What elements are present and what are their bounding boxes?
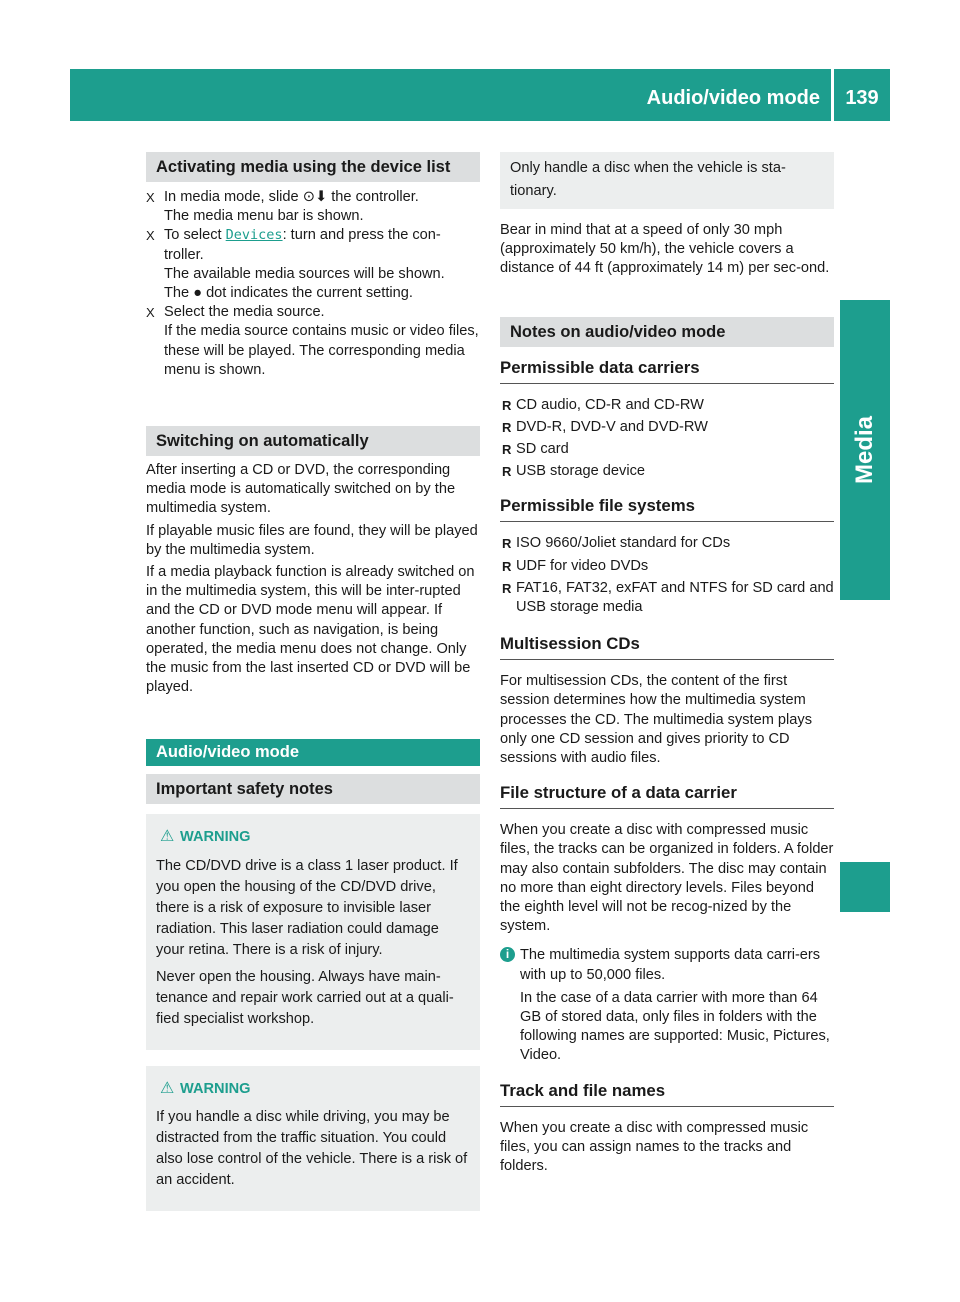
section-heading-safety-notes: Important safety notes bbox=[146, 774, 480, 804]
step-2-result-1: The available media sources will be shown. bbox=[164, 265, 445, 282]
step-3 bbox=[146, 303, 480, 380]
header-divider bbox=[831, 69, 834, 121]
step-1-text-b: the controller. bbox=[327, 189, 419, 205]
warning-housing-text: Never open the housing. Always have main-tenance and repair work carried out at a quali-fied specialist workshop. bbox=[156, 968, 454, 1027]
warning-triangle-icon: ⚠ bbox=[160, 828, 175, 846]
list-item bbox=[500, 557, 834, 576]
bullet-icon: R bbox=[502, 536, 512, 552]
list-item bbox=[500, 396, 834, 415]
heading-file-structure: File structure of a data carrier bbox=[500, 782, 834, 809]
warning-heading bbox=[156, 828, 470, 847]
info-note bbox=[500, 946, 834, 1065]
list-item bbox=[500, 579, 834, 617]
list-item-text: SD card bbox=[516, 441, 569, 458]
step-1-text-a: In media mode, slide bbox=[164, 189, 303, 205]
devices-menu-item: Devices bbox=[225, 227, 283, 244]
heading-file-systems: Permissible file systems bbox=[500, 495, 834, 522]
stationary-note-box bbox=[500, 152, 834, 209]
step-1 bbox=[146, 188, 480, 226]
bullet-icon: R bbox=[502, 419, 512, 435]
info-note-text-1: The multimedia system supports data carri-ers with up to 50,000 files. bbox=[520, 947, 821, 983]
side-tab-label: Media bbox=[851, 416, 878, 485]
stationary-note-text: Only handle a disc when the vehicle is sta-tionary. bbox=[510, 160, 786, 199]
controller-slide-icon: ⊙⬇ bbox=[302, 189, 328, 205]
bullet-icon: R bbox=[502, 442, 512, 458]
list-item-text: UDF for video DVDs bbox=[516, 557, 649, 574]
section-heading-switching-on: Switching on automatically bbox=[146, 426, 480, 456]
warning-driving-text: If you handle a disc while driving, you may be distracted from the traffic situation. You could also lose control of the vehicle. There is a risk of an accident. bbox=[156, 1108, 468, 1188]
step-3-result: If the media source contains music or video files, these will be played. The corresponding media menu is shown. bbox=[164, 323, 479, 378]
info-icon: i bbox=[500, 947, 515, 962]
warning-heading bbox=[156, 1080, 470, 1099]
step-marker-icon: X bbox=[146, 305, 155, 321]
step-2 bbox=[146, 226, 480, 303]
step-2-result-2: The ● dot indicates the current setting. bbox=[164, 285, 413, 302]
right-column bbox=[500, 152, 834, 1176]
list-item-text: USB storage device bbox=[516, 463, 645, 480]
side-tab-marker bbox=[840, 862, 890, 912]
list-item-text: ISO 9660/Joliet standard for CDs bbox=[516, 535, 731, 552]
page-number: 139 bbox=[845, 87, 879, 109]
bullet-icon: R bbox=[502, 397, 512, 413]
bullet-icon: R bbox=[502, 558, 512, 574]
list-item-text: CD audio, CD-R and CD-RW bbox=[516, 396, 704, 413]
multisession-paragraph: For multisession CDs, the content of the first session determines how the multimedia system processes the CD. The multimedia system plays only one CD session and gives priority to CD sessions with audio files. bbox=[500, 673, 812, 767]
bullet-icon: R bbox=[502, 580, 512, 596]
step-marker-icon: X bbox=[146, 190, 155, 205]
track-names-paragraph: When you create a disc with compressed music files, you can assign names to the tracks and folders. bbox=[500, 1119, 809, 1175]
warning-box-laser bbox=[146, 814, 480, 1049]
warning-triangle-icon: ⚠ bbox=[160, 1079, 175, 1097]
list-item bbox=[500, 440, 834, 459]
list-item bbox=[500, 418, 834, 437]
info-note-text-2: In the case of a data carrier with more than 64 GB of stored data, only files in folders with the following names are supported: Music, Pictures, Video. bbox=[520, 989, 830, 1064]
file-structure-paragraph: When you create a disc with compressed music files, the tracks can be organized in folders. A folder may also contain subfolders. The disc may contain no more than eight directory levels. Files beyond the eighth level will not be recog-nized by the system. bbox=[500, 822, 834, 935]
heading-track-names: Track and file names bbox=[500, 1080, 834, 1107]
section-heading-device-list: Activating media using the device list bbox=[146, 152, 480, 182]
header-title: Audio/video mode bbox=[646, 87, 820, 109]
section-heading-notes: Notes on audio/video mode bbox=[500, 317, 834, 347]
step-2-text-a: To select bbox=[164, 227, 226, 244]
left-column bbox=[146, 152, 480, 1211]
list-item bbox=[500, 462, 834, 481]
warning-box-driving bbox=[146, 1066, 480, 1211]
step-1-result: The media menu bar is shown. bbox=[164, 208, 364, 225]
step-2-text-b: : turn and press the con-troller. bbox=[164, 227, 441, 263]
section-heading-audio-video: Audio/video mode bbox=[146, 739, 480, 766]
warning-laser-text: The CD/DVD drive is a class 1 laser product. If you open the housing of the CD/DVD drive, there is a risk of exposure to invisible laser radiation. This laser radiation could damage your retina. There is a risk of injury. bbox=[156, 857, 458, 958]
step-marker-icon: X bbox=[146, 228, 155, 244]
file-systems-list bbox=[500, 534, 834, 617]
carriers-list bbox=[500, 396, 834, 482]
step-3-text: Select the media source. bbox=[164, 304, 325, 321]
switching-paragraph-2: If playable music files are found, they will be played by the multimedia system. bbox=[146, 522, 478, 558]
warning-label: WARNING bbox=[180, 829, 251, 846]
warning-label: WARNING bbox=[180, 1080, 251, 1097]
speed-paragraph: Bear in mind that at a speed of only 30 mph (approximately 50 km/h), the vehicle covers a distance of 44 ft (approximately 14 m) per sec-ond. bbox=[500, 222, 830, 277]
heading-data-carriers: Permissible data carriers bbox=[500, 357, 834, 384]
heading-multisession: Multisession CDs bbox=[500, 633, 834, 660]
bullet-icon: R bbox=[502, 464, 512, 480]
switching-paragraph-3: If a media playback function is already switched on in the multimedia system, this will be inter-rupted and the CD or DVD mode menu will appear. If another function, such as navigation, is being operated, the media menu does not change. Only the music from the last inserted CD or DVD will be played. bbox=[146, 564, 475, 696]
list-item-text: FAT16, FAT32, exFAT and NTFS for SD card and USB storage media bbox=[516, 579, 834, 616]
switching-paragraph-1: After inserting a CD or DVD, the corresponding media mode is automatically switched on by the multimedia system. bbox=[146, 462, 456, 517]
list-item-text: DVD-R, DVD-V and DVD-RW bbox=[516, 418, 708, 435]
list-item bbox=[500, 534, 834, 553]
